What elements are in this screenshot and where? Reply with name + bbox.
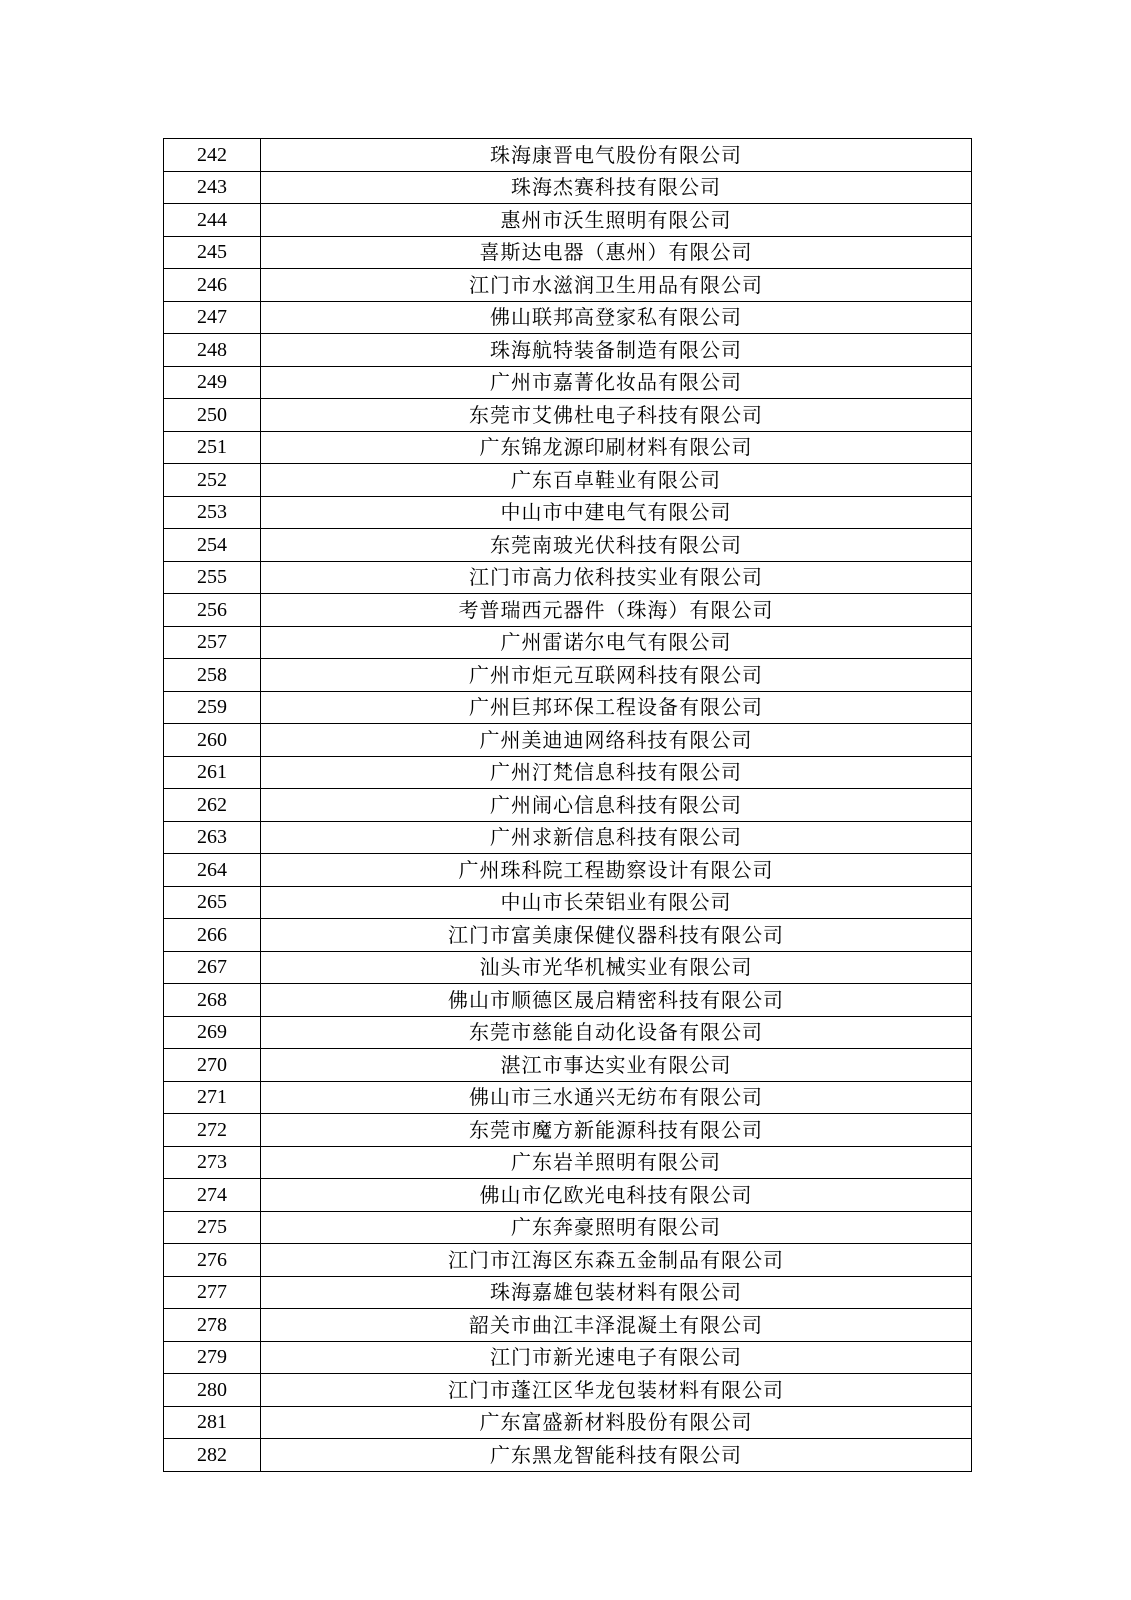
company-name-cell: 佛山市亿欧光电科技有限公司 — [261, 1179, 972, 1212]
company-name-cell: 湛江市事达实业有限公司 — [261, 1049, 972, 1082]
company-name-cell: 佛山市顺德区晟启精密科技有限公司 — [261, 984, 972, 1017]
row-number-cell: 280 — [164, 1374, 261, 1407]
company-list-table — [163, 138, 972, 1472]
table-row — [164, 139, 972, 172]
row-number-cell: 259 — [164, 691, 261, 724]
table-row — [164, 529, 972, 562]
company-name-cell: 中山市中建电气有限公司 — [261, 496, 972, 529]
table-row — [164, 821, 972, 854]
company-name-cell: 广州雷诺尔电气有限公司 — [261, 626, 972, 659]
company-name-cell: 广东百卓鞋业有限公司 — [261, 464, 972, 497]
row-number-cell: 276 — [164, 1244, 261, 1277]
company-name-cell: 东莞市魔方新能源科技有限公司 — [261, 1114, 972, 1147]
row-number-cell: 260 — [164, 724, 261, 757]
company-name-cell: 珠海航特装备制造有限公司 — [261, 334, 972, 367]
company-name-cell: 广州求新信息科技有限公司 — [261, 821, 972, 854]
table-row — [164, 984, 972, 1017]
company-name-cell: 广东岩羊照明有限公司 — [261, 1146, 972, 1179]
table-row — [164, 171, 972, 204]
table-row — [164, 626, 972, 659]
company-name-cell: 广东锦龙源印刷材料有限公司 — [261, 431, 972, 464]
row-number-cell: 275 — [164, 1211, 261, 1244]
company-name-cell: 惠州市沃生照明有限公司 — [261, 204, 972, 237]
company-name-cell: 喜斯达电器（惠州）有限公司 — [261, 236, 972, 269]
table-body — [164, 139, 972, 1472]
table-row — [164, 854, 972, 887]
table-row — [164, 1439, 972, 1472]
company-name-cell: 汕头市光华机械实业有限公司 — [261, 951, 972, 984]
table-row — [164, 399, 972, 432]
table-row — [164, 496, 972, 529]
row-number-cell: 253 — [164, 496, 261, 529]
row-number-cell: 245 — [164, 236, 261, 269]
company-name-cell: 东莞市慈能自动化设备有限公司 — [261, 1016, 972, 1049]
row-number-cell: 261 — [164, 756, 261, 789]
company-name-cell: 广州汀梵信息科技有限公司 — [261, 756, 972, 789]
company-name-cell: 广州市嘉菁化妆品有限公司 — [261, 366, 972, 399]
row-number-cell: 258 — [164, 659, 261, 692]
table-row — [164, 236, 972, 269]
company-name-cell: 江门市新光速电子有限公司 — [261, 1341, 972, 1374]
company-name-cell: 广州巨邦环保工程设备有限公司 — [261, 691, 972, 724]
company-name-cell: 江门市江海区东森五金制品有限公司 — [261, 1244, 972, 1277]
row-number-cell: 281 — [164, 1406, 261, 1439]
table-row — [164, 1114, 972, 1147]
company-name-cell: 广东奔豪照明有限公司 — [261, 1211, 972, 1244]
row-number-cell: 243 — [164, 171, 261, 204]
row-number-cell: 270 — [164, 1049, 261, 1082]
table-row — [164, 1179, 972, 1212]
row-number-cell: 263 — [164, 821, 261, 854]
row-number-cell: 254 — [164, 529, 261, 562]
row-number-cell: 265 — [164, 886, 261, 919]
row-number-cell: 242 — [164, 139, 261, 172]
row-number-cell: 244 — [164, 204, 261, 237]
row-number-cell: 257 — [164, 626, 261, 659]
table-row — [164, 789, 972, 822]
table-row — [164, 1276, 972, 1309]
row-number-cell: 251 — [164, 431, 261, 464]
company-name-cell: 中山市长荣铝业有限公司 — [261, 886, 972, 919]
company-name-cell: 江门市水滋润卫生用品有限公司 — [261, 269, 972, 302]
row-number-cell: 279 — [164, 1341, 261, 1374]
table-row — [164, 1341, 972, 1374]
row-number-cell: 262 — [164, 789, 261, 822]
table-row — [164, 886, 972, 919]
table-row — [164, 1211, 972, 1244]
table-row — [164, 334, 972, 367]
company-name-cell: 广州珠科院工程勘察设计有限公司 — [261, 854, 972, 887]
row-number-cell: 252 — [164, 464, 261, 497]
table-row — [164, 1244, 972, 1277]
company-name-cell: 广东富盛新材料股份有限公司 — [261, 1406, 972, 1439]
row-number-cell: 255 — [164, 561, 261, 594]
company-name-cell: 广州闹心信息科技有限公司 — [261, 789, 972, 822]
company-name-cell: 东莞市艾佛杜电子科技有限公司 — [261, 399, 972, 432]
company-name-cell: 广州美迪迪网络科技有限公司 — [261, 724, 972, 757]
table-row — [164, 366, 972, 399]
table-row — [164, 1406, 972, 1439]
table-row — [164, 561, 972, 594]
row-number-cell: 272 — [164, 1114, 261, 1147]
row-number-cell: 256 — [164, 594, 261, 627]
company-name-cell: 韶关市曲江丰泽混凝土有限公司 — [261, 1309, 972, 1342]
table-row — [164, 1016, 972, 1049]
row-number-cell: 277 — [164, 1276, 261, 1309]
company-name-cell: 广州市炬元互联网科技有限公司 — [261, 659, 972, 692]
row-number-cell: 246 — [164, 269, 261, 302]
table-row — [164, 204, 972, 237]
row-number-cell: 282 — [164, 1439, 261, 1472]
company-name-cell: 江门市蓬江区华龙包装材料有限公司 — [261, 1374, 972, 1407]
company-name-cell: 广东黑龙智能科技有限公司 — [261, 1439, 972, 1472]
row-number-cell: 271 — [164, 1081, 261, 1114]
table-row — [164, 724, 972, 757]
table-row — [164, 951, 972, 984]
company-name-cell: 佛山市三水通兴无纺布有限公司 — [261, 1081, 972, 1114]
company-name-cell: 佛山联邦高登家私有限公司 — [261, 301, 972, 334]
table-row — [164, 1146, 972, 1179]
row-number-cell: 250 — [164, 399, 261, 432]
table-row — [164, 756, 972, 789]
table-row — [164, 464, 972, 497]
table-row — [164, 691, 972, 724]
table-row — [164, 1081, 972, 1114]
table-row — [164, 1049, 972, 1082]
row-number-cell: 269 — [164, 1016, 261, 1049]
company-name-cell: 珠海杰赛科技有限公司 — [261, 171, 972, 204]
table-row — [164, 919, 972, 952]
row-number-cell: 278 — [164, 1309, 261, 1342]
table-row — [164, 269, 972, 302]
row-number-cell: 273 — [164, 1146, 261, 1179]
table-row — [164, 1374, 972, 1407]
row-number-cell: 249 — [164, 366, 261, 399]
company-name-cell: 珠海嘉雄包装材料有限公司 — [261, 1276, 972, 1309]
table-row — [164, 431, 972, 464]
table-row — [164, 659, 972, 692]
row-number-cell: 247 — [164, 301, 261, 334]
row-number-cell: 266 — [164, 919, 261, 952]
row-number-cell: 274 — [164, 1179, 261, 1212]
table-row — [164, 594, 972, 627]
company-name-cell: 东莞南玻光伏科技有限公司 — [261, 529, 972, 562]
row-number-cell: 268 — [164, 984, 261, 1017]
table-row — [164, 301, 972, 334]
row-number-cell: 264 — [164, 854, 261, 887]
table-row — [164, 1309, 972, 1342]
company-name-cell: 珠海康晋电气股份有限公司 — [261, 139, 972, 172]
company-name-cell: 江门市高力依科技实业有限公司 — [261, 561, 972, 594]
row-number-cell: 267 — [164, 951, 261, 984]
row-number-cell: 248 — [164, 334, 261, 367]
company-name-cell: 江门市富美康保健仪器科技有限公司 — [261, 919, 972, 952]
company-name-cell: 考普瑞西元器件（珠海）有限公司 — [261, 594, 972, 627]
